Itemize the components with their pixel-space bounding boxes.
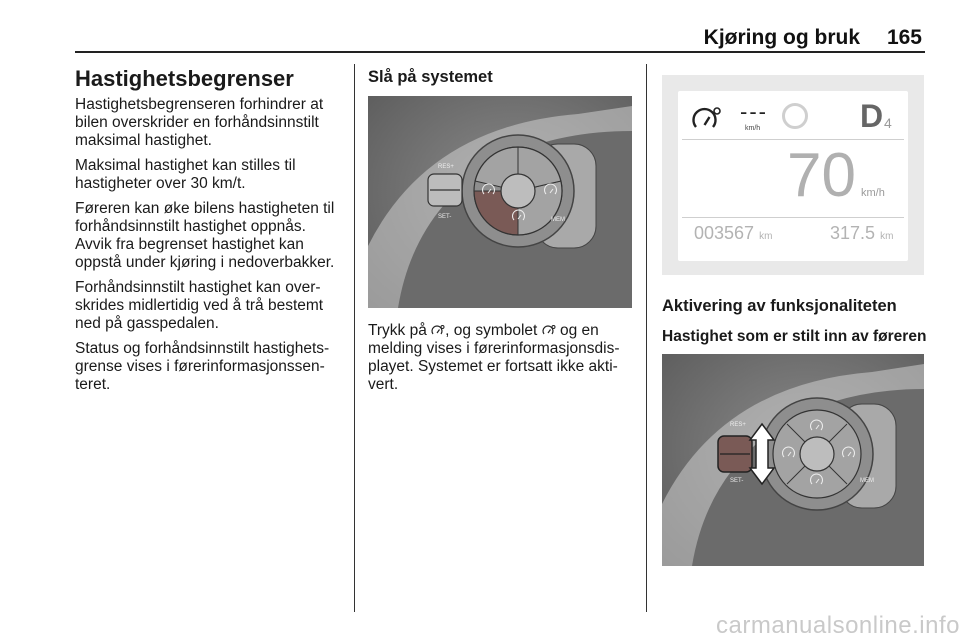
res-label: RES+: [730, 422, 746, 428]
subsection-heading: Aktivering av funksjonaliteten: [662, 297, 897, 315]
set-speed-dashes: ---: [740, 99, 768, 124]
subsection-heading: Slå på systemet: [368, 68, 493, 86]
trip-value: 317.5: [830, 223, 876, 243]
instrument-display-figure: [662, 75, 924, 275]
subsection-subheading: Hastighet som er stilt inn av føreren: [662, 328, 927, 345]
paragraph: Maksimal hastighet kan stilles til hastigheter over 30 km/t.: [75, 157, 296, 192]
odometer-unit: km: [759, 231, 773, 242]
column-2-text: [368, 322, 640, 394]
steering-wheel-controls-figure: [662, 354, 924, 566]
odometer-value: 003567: [694, 223, 755, 243]
steering-wheel-illustration: [662, 354, 924, 566]
trip-meter: [830, 223, 893, 244]
column-1: [75, 66, 345, 401]
section-heading: Hastighetsbegrenser: [75, 66, 294, 91]
page-number: 165: [886, 26, 922, 49]
header-rule: [75, 51, 925, 53]
set-label: SET-: [730, 478, 744, 484]
speed-limiter-icon: [692, 105, 722, 133]
paragraph: Forhåndsinnstilt hastighet kan overskrides midlertidig ved å trå bestemt ned på gasspedalen.: [75, 279, 324, 332]
mem-label: MEM: [551, 217, 565, 223]
mem-label: MEM: [860, 478, 874, 484]
steering-wheel-controls-figure: [368, 96, 632, 308]
text-fragment: , og symbolet: [445, 322, 538, 339]
speed-unit: km/h: [861, 187, 885, 199]
text-fragment: Trykk på: [368, 322, 427, 339]
speed-limiter-icon: [542, 324, 556, 336]
paragraph: Hastighetsbegrenseren forhindrer at bilen overskrider en forhåndsinnstilt maksimal hastighet.: [75, 96, 324, 149]
current-speed: 70: [787, 141, 856, 210]
column-divider-1: [354, 64, 355, 612]
set-label: SET-: [438, 214, 452, 220]
display-divider: [682, 217, 904, 218]
paragraph: Føreren kan øke bilens hastigheten til forhåndsinnstilt hastighet oppnås. Avvik fra begrenset hastighet kan oppstå under kjøring i nedoverbakker.: [75, 200, 335, 271]
res-label: RES+: [438, 164, 454, 170]
column-divider-2: [646, 64, 647, 612]
display-divider: [682, 139, 904, 140]
gear-number: 4: [884, 115, 892, 131]
set-speed-unit: km/h: [745, 125, 761, 132]
speed-limiter-icon: [431, 324, 445, 336]
text-fragment: og en melding vises i førerinformasjonsdisplayet. Systemet er fortsatt ikke aktivert.: [368, 322, 620, 393]
gear-indicator: D: [860, 98, 884, 134]
running-header: Kjøring og bruk: [703, 26, 860, 49]
steering-wheel-illustration: [368, 96, 632, 308]
odometer: [694, 223, 772, 244]
trip-unit: km: [880, 231, 894, 242]
status-ring: [782, 103, 808, 129]
paragraph: Status og forhåndsinnstilt hastighetsgrense vises i førerinformasjonssenteret.: [75, 340, 330, 393]
instruction-paragraph: [368, 322, 640, 394]
watermark[interactable]: carmanualsonline.info: [716, 612, 960, 639]
